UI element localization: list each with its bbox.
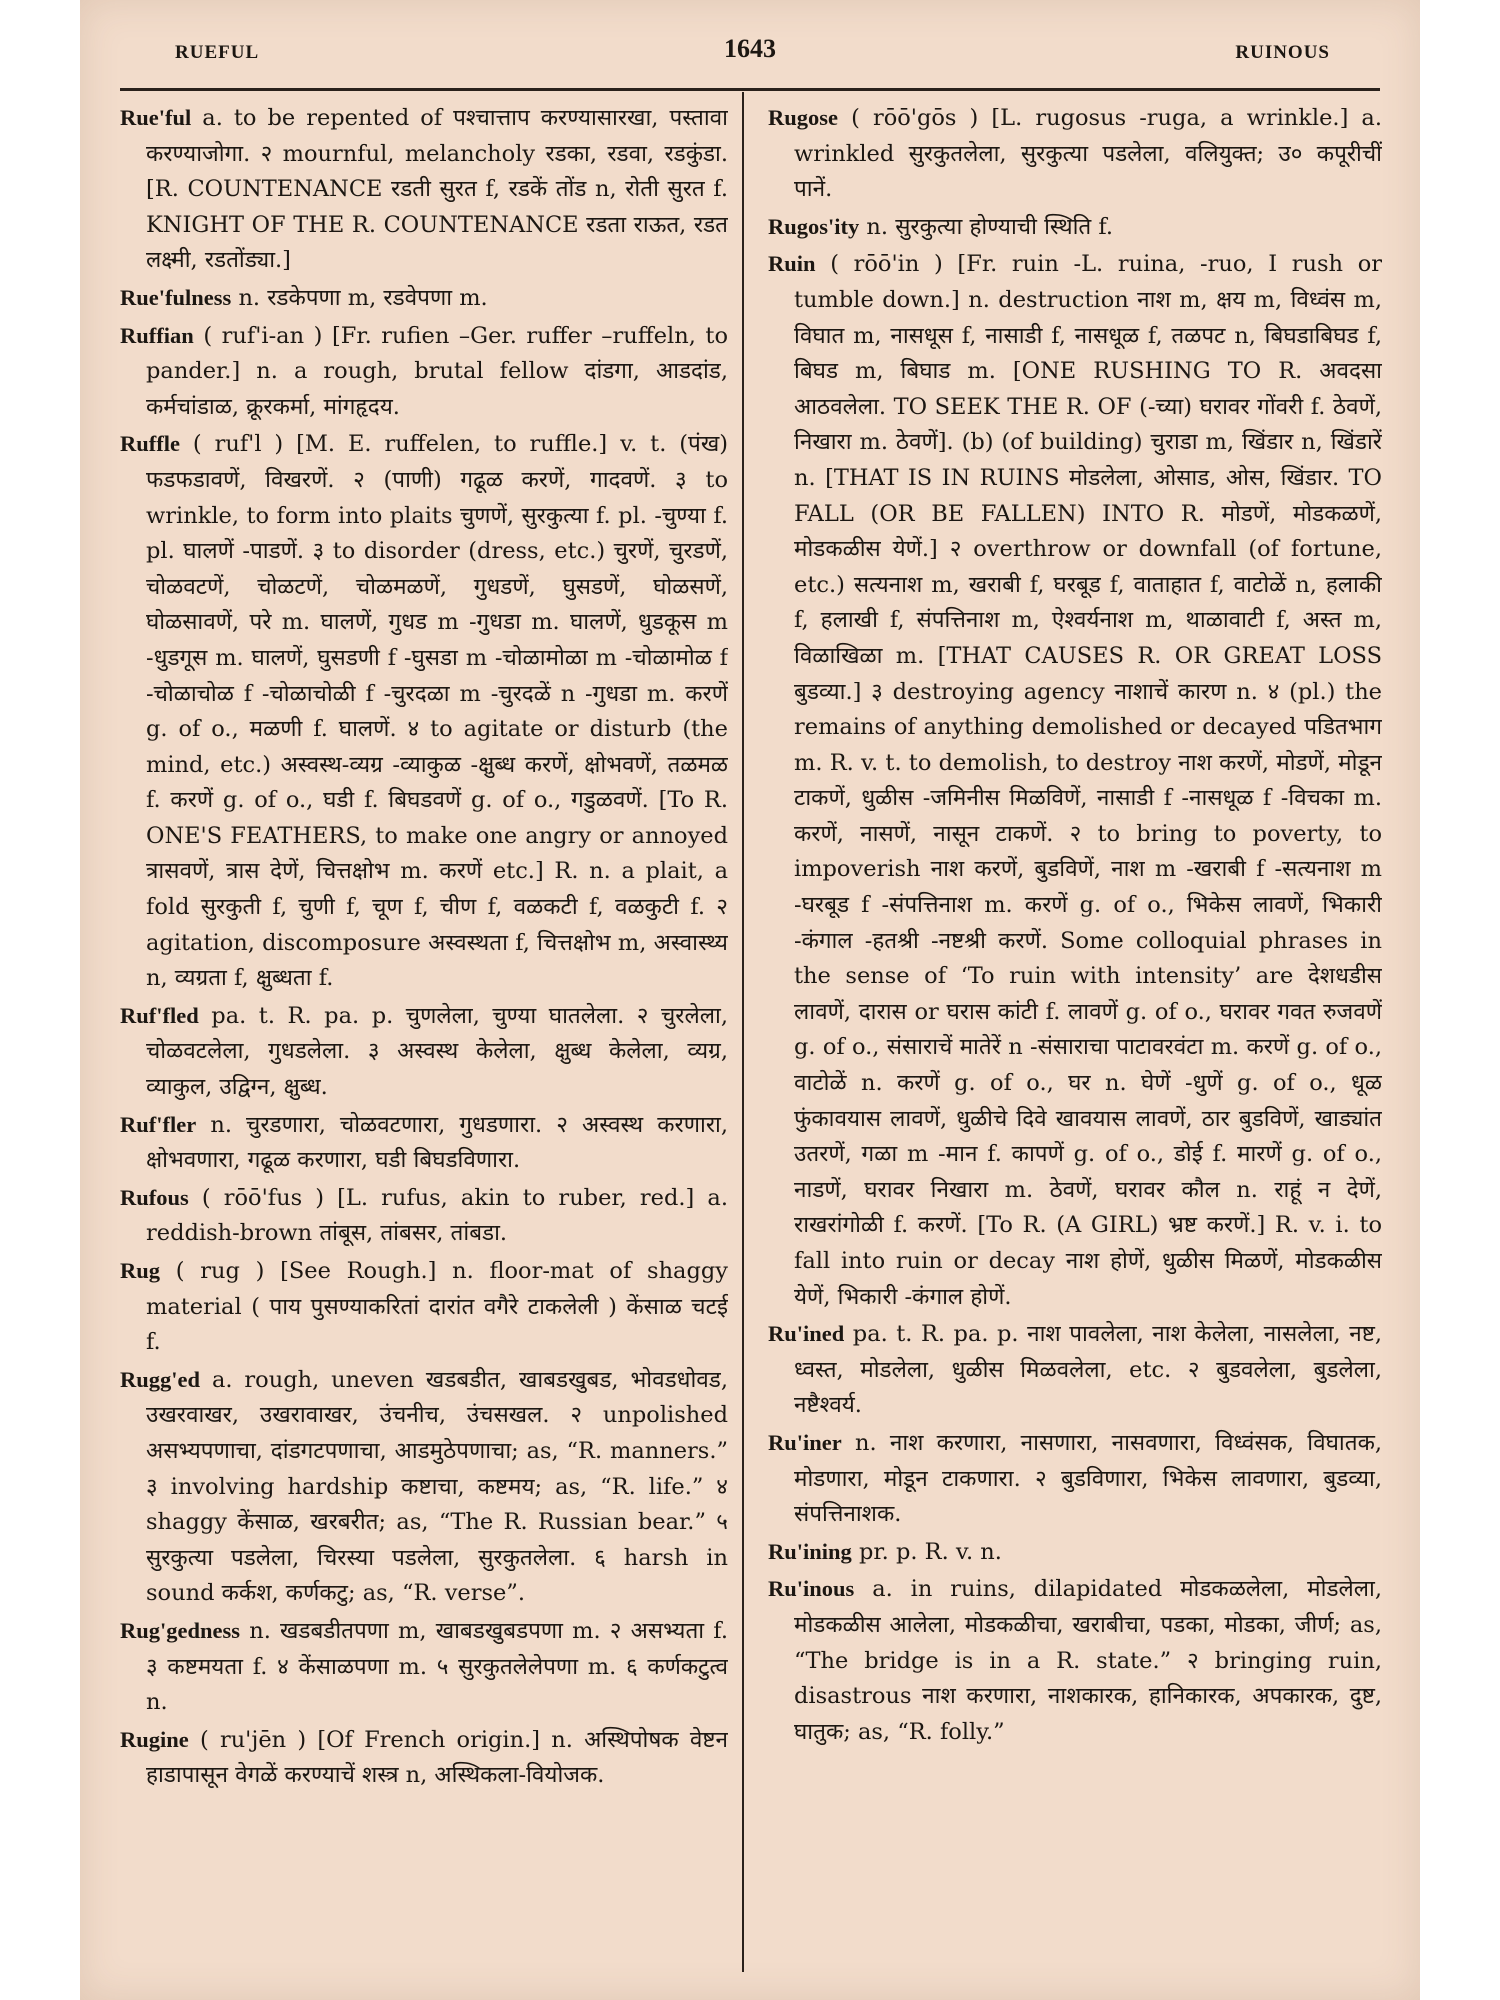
entry-definition: n. नाश करणारा, नासणारा, नासवणारा, विध्वंसक, विघातक, मोडणारा, मोडून टाकणारा. २ बुडविणारा, भिकेस लावणारा, बुडव्या, संपत्तिनाशक. [794,1429,1382,1528]
entry-definition: pa. t. R. pa. p. चुणलेला, चुण्या घातलेला. २ चुरलेला, चोळवटलेला, गुधडलेला. ३ अस्वस्थ केलेला, क्षुब्ध केलेला, व्यग्र, व्याकुल, उद्विग्न, क्षुब्ध. [146,1002,728,1101]
dictionary-entry [120,100,728,279]
entry-headword: Ru'ining [768,1538,852,1564]
entry-headword: Ru'iner [768,1429,842,1455]
dictionary-entry [120,1253,728,1361]
entry-headword: Rugos'ity [768,213,860,239]
dictionary-entry [768,1534,1382,1571]
page-number: 1643 [724,34,776,63]
entry-definition: n. रडकेपणा m, रडवेपणा m. [238,284,488,311]
entry-headword: Ruf'fler [120,1111,197,1137]
entry-definition: pr. p. R. v. n. [858,1538,1002,1565]
dictionary-entry [120,1107,728,1179]
dictionary-entry [120,1613,728,1721]
entry-headword: Rugg'ed [120,1366,201,1392]
dictionary-entry [768,209,1382,246]
left-guide-word: RUEFUL [175,42,260,63]
right-column [768,100,1382,1980]
entry-headword: Ruffian [120,322,194,348]
dictionary-entry [120,280,728,317]
entry-definition: ( rug ) [See Rough.] n. floor-mat of shaggy material ( पाय पुसण्याकरितां दारांत वगैरे टाकलेली ) केंसाळ चटई f. [146,1258,728,1356]
dictionary-entry [120,1722,728,1794]
entry-definition: ( ru'jēn ) [Of French origin.] n. अस्थिपोषक वेष्टन हाडापासून वेगळें करण्याचें शस्त्र n, अस्थिकला-वियोजक. [146,1726,728,1789]
entry-headword: Rugine [120,1726,189,1752]
header-rule [120,88,1380,91]
entry-definition: pa. t. R. pa. p. नाश पावलेला, नाश केलेला, नासलेला, नष्ट, ध्वस्त, मोडलेला, धुळीस मिळवलेला, etc. २ बुडवलेला, बुडलेला, नष्टैश्वर्य. [794,1321,1382,1419]
entry-definition: a. in ruins, dilapidated मोडकळलेला, मोडलेला, मोडकळीस आलेला, मोडकळीचा, खराबीचा, पडका, मोडका, जीर्ण; as, “The bridge is in a R. state.” २ bringing ruin, disastrous नाश करणारा, नाशकारक, हानिकारक, अपकारक, दुष्ट, घातुक; as, “R. folly.” [794,1576,1382,1745]
entry-definition: ( ruf'i-an ) [Fr. rufien –Ger. ruffer –ruffeln, to pander.] n. a rough, brutal fellow दांडगा, आडदांड, कर्मचांडाळ, क्रूरकर्मा, मांगहृदय. [146,322,728,420]
entry-definition: n. चुरडणारा, चोळवटणारा, गुधडणारा. २ अस्वस्थ करणारा, क्षोभवणारा, गढूळ करणारा, घडी बिघडविणारा. [146,1111,728,1174]
entry-headword: Rugose [768,105,839,130]
entry-definition: ( rōō'in ) [Fr. ruin -L. ruina, -ruo, I rush or tumble down.] n. destruction नाश m, क्षय m, विध्वंस m, विघात m, नासधूस f, नासाडी f, नासधूळ f, तळपट n, बिघडाबिघड f, बिघड m, बिघाड m. [ONE RUSHING TO R. अवदसा आठवलेला. TO SEEK THE R. OF (-च्या) घरावर गोंवरी f. ठेवणें, निखारा m. ठेवणें]. (b) (of building) चुराडा m, खिंडार n, खिंडारें n. [THAT IS IN RUINS मोडलेला, ओसाड, ओस, खिंडार. TO FALL (OR BE FALLEN) INTO R. मोडणें, मोडकळणें, मोडकळीस येणें.] २ overthrow or downfall (of fortune, etc.) सत्यनाश m, खराबी f, घरबूड f, वाताहात f, वाटोळें n, हलाकी f, हलाखी f, संपत्तिनाश m, ऐश्वर्यनाश m, थाळावाटी f, अस्त m, विळाखिळा m. [THAT CAUSES R. OR GREAT LOSS बुडव्या.] ३ destroying agency नाशाचें कारण n. ४ (pl.) the remains of anything demolished or decayed पडितभाग m. R. v. t. to demolish, to destroy नाश करणें, मोडणें, मोडून टाकणें, धुळीस -जमिनीस मिळविणें, नासाडी f -नासधूळ f -विचका m. करणें, नासणें, नासून टाकणें. २ to bring to poverty, to impoverish नाश करणें, बुडविणें, नाश m -खराबी f -सत्यनाश m -घरबूड f -संपत्तिनाश m. करणें g. of o., भिकेस लावणें, भिकारी -कंगाल -हतश्री -नष्टश्री करणें. Some colloquial phrases in the sense of ‘To ruin with intensity’ are देशधडीस लावणें, दारास or घरास कांटी f. लावणें g. of o., घरावर गवत रुजवणें g. of o., संसाराचें मातेरें n -संसाराचा पाटावरवंटा m. करणें g. of o., वाटोळें n. करणें g. of o., घर n. घेणें -धुणें g. of o., धूळ फुंकावयास लावणें, धुळीचे दिवे खावयास लावणें, ठार बुडविणें, खाड्यांत उतरणें, गळा m -मान f. कापणें g. of o., डोई f. मारणें g. of o., नाडणें, घरावर निखारा m. ठेवणें, घरावर कौल n. राहूं न देणें, राखरांगोळी f. करणें. [To R. (A GIRL) भ्रष्ट करणें.] R. v. i. to fall into ruin or decay नाश होणें, धुळीस मिळणें, मोडकळीस येणें, भिकारी -कंगाल होणें. [794,251,1382,1310]
right-guide-word: RUINOUS [1235,42,1330,63]
entry-definition: ( rōō'fus ) [L. rufus, akin to ruber, red.] a. reddish-brown तांबूस, तांबसर, तांबडा. [146,1184,728,1247]
entry-definition: ( rōō'gōs ) [L. rugosus -ruga, a wrinkle.] a. wrinkled सुरकुतलेला, सुरकुत्या पडलेला, वलियुक्त; उ० कपूरीचीं पानें. [794,105,1382,203]
entry-headword: Rug'gedness [120,1617,241,1643]
entry-definition: n. सुरकुत्या होण्याची स्थिति f. [866,213,1114,240]
entry-definition: ( ruf'l ) [M. E. ruffelen, to ruffle.] v. t. (पंख) फडफडावणें, विखरणें. २ (पाणी) गढूळ करणें, गादवणें. ३ to wrinkle, to form into plaits चुणणें, सुरकुत्या f. pl. -चुण्या f. pl. घालणें -पाडणें. ३ to disorder (dress, etc.) चुरणें, चुरडणें, चोळवटणें, चोळटणें, चोळमळणें, गुधडणें, घुसडणें, घोळसणें, घोळसावणें, परे m. घालणें, गुधड m -गुधडा m. घालणें, धुडकूस m -धुडगूस m. घालणें, घुसडणी f -घुसडा m -चोळामोळा m -चोळामोळ f -चोळाचोळ f -चोळाचोळी f -चुरदळा m -चुरदळें n -गुधडा m. करणें g. of o., मळणी f. घालणें. ४ to agitate or disturb (the mind, etc.) अस्वस्थ-व्यग्र -व्याकुळ -क्षुब्ध करणें, क्षोभवणें, तळमळ f. करणें g. of o., घडी f. बिघडवणें g. of o., गडुळवणें. [To R. ONE'S FEATHERS, to make one angry or annoyed त्रासवणें, त्रास देणें, चित्तक्षोभ m. करणें etc.] R. n. a plait, a fold सुरकुती f, चुणी f, चूण f, चीण f, वळकटी f, वळकुटी f. २ agitation, discomposure अस्वस्थता f, चित्तक्षोभ m, अस्वास्थ्य n, व्यग्रता f, क्षुब्धता f. [146,431,728,992]
dictionary-entry [120,318,728,426]
dictionary-entry [768,1425,1382,1533]
entry-headword: Ruffle [120,431,180,457]
dictionary-entry [768,246,1382,1315]
dictionary-entry [768,100,1382,208]
entry-headword: Ru'ined [768,1321,845,1347]
entry-headword: Ruf'fled [120,1002,199,1028]
dictionary-entry [120,998,728,1106]
entry-headword: Rue'ful [120,105,192,130]
entry-headword: Rug [120,1258,161,1283]
page-header [80,30,1420,70]
entry-headword: Rufous [120,1184,189,1210]
dictionary-entry [120,1180,728,1252]
entry-headword: Rue'fulness [120,284,232,310]
entry-definition: n. खडबडीतपणा m, खाबडखुबडपणा m. २ असभ्यता f. ३ कष्टमयता f. ४ केंसाळपणा m. ५ सुरकुतलेलेपणा m. ६ कर्णकटुत्व n. [146,1617,728,1716]
dictionary-entry [120,426,728,997]
dictionary-entry [768,1316,1382,1424]
entry-definition: a. rough, uneven खडबडीत, खाबडखुबड, भोवडधोवड, उखरवाखर, उखरावाखर, उंचनीच, उंचसखल. २ unpolished असभ्यपणाचा, दांडगटपणाचा, आडमुठेपणाचा; as, “R. manners.” ३ involving hardship कष्टाचा, कष्टमय; as, “R. life.” ४ shaggy केंसाळ, खरबरीत; as, “The R. Russian bear.” ५ सुरकुत्या पडलेला, चिरस्या पडलेला, सुरकुतलेला. ६ harsh in sound कर्कश, कर्णकटु; as, “R. verse”. [146,1366,728,1607]
entry-headword: Ruin [768,251,816,277]
left-column [120,100,728,1980]
dictionary-page [80,0,1420,2000]
dictionary-entry [768,1571,1382,1750]
entry-definition: a. to be repented of पश्चात्ताप करण्यासारखा, पस्तावा करण्याजोगा. २ mournful, melancholy रडका, रडवा, रडकुंडा. [R. COUNTENANCE रडती सुरत f, रडकें तोंड n, रोती सुरत f. KNIGHT OF THE R. COUNTENANCE रडता राऊत, रडत लक्ष्मी, रडतोंड्या.] [146,105,728,274]
column-divider [742,92,744,1972]
dictionary-entry [120,1362,728,1612]
entry-headword: Ru'inous [768,1576,855,1602]
